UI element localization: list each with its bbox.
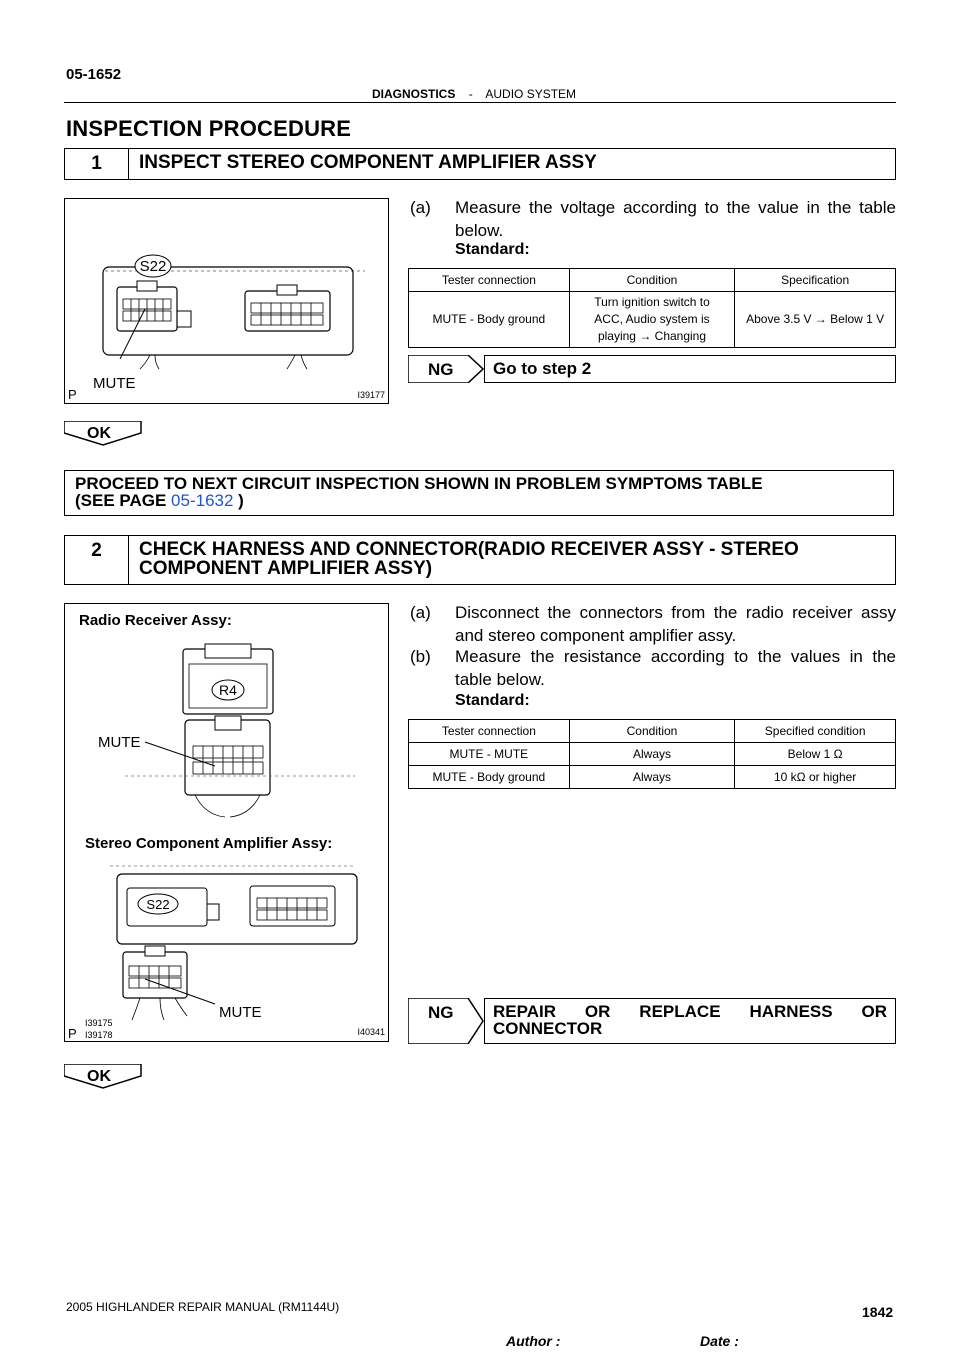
step2-heading-line1: CHECK HARNESS AND CONNECTOR(RADIO RECEIVER ASSY - STEREO [139,539,799,560]
proceed-line2-suffix: ) [233,491,244,510]
table-cell: Always [569,766,735,789]
step1-ok-label: OK [87,425,111,442]
step2-figure [64,603,389,1042]
table-header-row [409,720,896,743]
table-header-cell: Specified condition [735,720,896,743]
radio-pin-label: MUTE [98,734,141,751]
step2-instruction-b [410,645,896,693]
table-cell: Always [569,743,735,766]
step2-standard-label: Standard: [455,692,530,709]
step1-figure [64,198,389,404]
section-name: DIAGNOSTICS [372,87,456,101]
step2-sub-figure-id-2: I39178 [85,1030,113,1040]
table-cell: Above 3.5 V → Below 1 V [735,292,896,348]
table-header-cell: Tester connection [409,720,570,743]
table-header-cell: Specification [735,269,896,292]
step2-instruction-a-text: Disconnect the connectors from the radio receiver assy and stereo component amplifier assy. [455,603,896,645]
proceed-box [64,470,894,516]
step2-instruction-b-text: Measure the resistance according to the values in the table below. [455,647,896,689]
step2-instruction-b-label: (b) [410,647,431,666]
header-separator: - [468,87,473,101]
step1-pin-label: MUTE [93,375,136,392]
page-title: INSPECTION PROCEDURE [66,116,352,141]
step1-instruction-text: Measure the voltage according to the value in the table below. [455,198,896,240]
step2-spec-table [408,719,896,789]
amplifier-title: Stereo Component Amplifier Assy: [85,835,333,852]
step2-heading-box [64,535,896,585]
table-cell: MUTE - Body ground [409,292,570,348]
step2-figure-id: I40341 [357,1027,385,1037]
table-cell: Turn ignition switch to ACC, Audio system is playing → Changing [569,292,735,348]
step2-heading-line2: COMPONENT AMPLIFIER ASSY) [139,558,433,579]
step2-instruction-a-label: (a) [410,603,431,622]
step1-instruction-label: (a) [410,198,431,217]
step2-instruction-a [410,601,896,649]
amplifier-pin-label: MUTE [219,1004,262,1021]
step2-sub-figure-id-1: I39175 [85,1018,113,1028]
step1-ng-action: Go to step 2 [484,355,896,383]
table-header-cell: Condition [569,269,735,292]
step2-ng-action-line2: CONNECTOR [493,1019,603,1038]
step2-ng-label: NG [428,1003,454,1022]
date-label: Date : [700,1333,739,1349]
step1-standard-label: Standard: [455,241,530,258]
step1-ng-label: NG [428,360,454,379]
ng-tag [408,355,484,383]
proceed-line1: PROCEED TO NEXT CIRCUIT INSPECTION SHOWN IN PROBLEM SYMPTOMS TABLE [75,474,763,493]
step2-heading [129,536,895,584]
step1-ok-tag [64,421,142,445]
table-header-row [409,269,896,292]
step2-ng-action-line1: REPAIR OR REPLACE HARNESS OR [493,1002,887,1021]
table-row [409,743,896,766]
amplifier-connector-label: S22 [146,897,170,912]
step2-corner-mark: P [68,1026,77,1040]
step2-ng-row [408,998,896,1044]
step2-number: 2 [65,536,129,584]
subsection-name: AUDIO SYSTEM [485,87,577,101]
step1-figure-id: I39177 [357,390,385,400]
page-code: 05-1652 [66,66,122,83]
step1-ng-row [408,355,896,383]
table-header-cell: Condition [569,720,735,743]
proceed-line2 [75,492,883,509]
step1-heading: INSPECT STEREO COMPONENT AMPLIFIER ASSY [139,152,597,173]
step2-ok-label: OK [87,1068,111,1085]
step2-ng-action [484,998,896,1044]
table-cell: Below 1 Ω [735,743,896,766]
harness-connector-illustration [65,604,387,1040]
table-row [409,766,896,789]
step1-spec-table [408,268,896,348]
radio-connector-label: R4 [219,682,237,698]
ng-tag [408,998,484,1044]
header-rule [64,102,896,103]
step1-number: 1 [65,149,129,179]
radio-receiver-title: Radio Receiver Assy: [79,612,232,629]
table-cell: MUTE - Body ground [409,766,570,789]
step1-corner-mark: P [68,387,77,402]
table-row [409,292,896,348]
author-label: Author : [506,1333,561,1349]
step1-instruction [410,196,896,244]
step1-connector-label: S22 [139,258,167,275]
page-reference-link[interactable]: 05-1632 [171,491,234,510]
proceed-line2-prefix: (SEE PAGE [75,491,172,510]
step2-ok-tag [64,1064,142,1088]
manual-footer: 2005 HIGHLANDER REPAIR MANUAL (RM1144U) [66,1300,340,1314]
table-cell: MUTE - MUTE [409,743,570,766]
folio-page-number: 1842 [862,1304,894,1320]
running-header [372,87,576,101]
table-header-cell: Tester connection [409,269,570,292]
amplifier-connector-illustration [65,199,387,402]
step1-heading-box [64,148,896,180]
table-cell: 10 kΩ or higher [735,766,896,789]
